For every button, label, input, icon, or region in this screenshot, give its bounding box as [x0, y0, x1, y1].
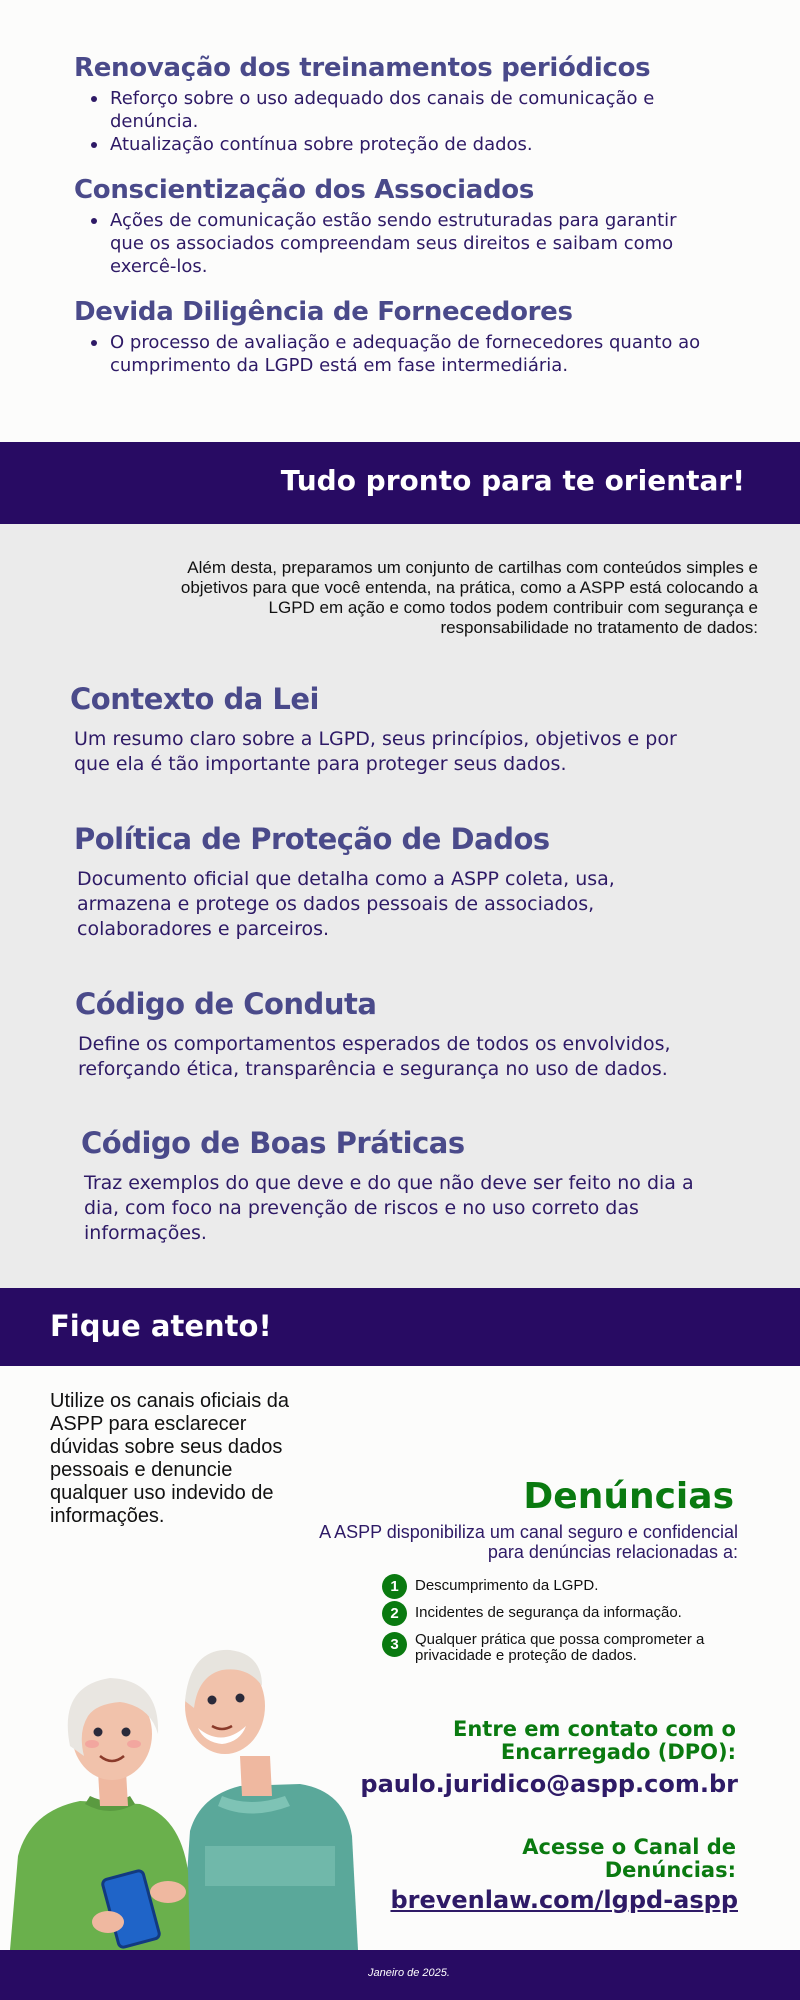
- denuncias-title: Denúncias: [523, 1476, 734, 1517]
- doc-text-policy: Documento oficial que detalha como a ASPP coleta, usa, armazena e protege os dados pessoais de associados, colaboradores e parceiros.: [77, 868, 615, 940]
- list-item-text: Descumprimento da LGPD.: [415, 1577, 599, 1594]
- elderly-couple-illustration: [0, 1646, 370, 1950]
- channel-url-link[interactable]: brevenlaw.com/lgpd-aspp: [390, 1886, 738, 1914]
- man-figure: [182, 1650, 358, 1950]
- channel-label: Acesse o Canal de Denúncias:: [522, 1835, 736, 1882]
- number-badge: 2: [382, 1601, 407, 1626]
- denuncias-subtitle: A ASPP disponibiliza um canal seguro e confidencial para denúncias relacionadas a:: [319, 1522, 738, 1562]
- attention-banner: [0, 1288, 800, 1366]
- doc-title-policy: Política de Proteção de Dados: [74, 822, 550, 856]
- list-item: [382, 1578, 742, 1594]
- number-badge: 1: [382, 1574, 407, 1599]
- section-title-suppliers: Devida Diligência de Fornecedores: [74, 297, 573, 327]
- doc-title-context: Contexto da Lei: [70, 682, 319, 716]
- list-item: [382, 1605, 742, 1621]
- banner-title: Fique atento!: [50, 1309, 272, 1343]
- denuncias-list: [382, 1578, 742, 1675]
- list-item: [382, 1632, 742, 1664]
- doc-text-conduct: Define os comportamentos esperados de todos os envolvidos, reforçando ética, transparência e segurança no uso de dados.: [78, 1033, 671, 1080]
- suppliers-list: [110, 331, 710, 377]
- list-item-text: Incidentes de segurança da informação.: [415, 1604, 682, 1621]
- footer-date: Janeiro de 2025.: [368, 1967, 450, 1979]
- footer: [0, 1950, 800, 2000]
- top-section: [0, 0, 800, 442]
- section-title-training: Renovação dos treinamentos periódicos: [74, 53, 651, 83]
- guides-section: [0, 524, 800, 1288]
- training-list: [110, 87, 710, 156]
- dpo-email-link[interactable]: paulo.juridico@aspp.com.br: [360, 1770, 738, 1798]
- section-title-awareness: Conscientização dos Associados: [74, 175, 535, 205]
- doc-title-good-practices: Código de Boas Práticas: [81, 1126, 465, 1160]
- doc-text-good-practices: Traz exemplos do que deve e do que não deve ser feito no dia a dia, com foco na prevenção de riscos e no uso correto das informações.: [84, 1172, 694, 1244]
- banner-title: Tudo pronto para te orientar!: [280, 464, 745, 497]
- awareness-list: [110, 209, 710, 278]
- woman-figure: [10, 1678, 190, 1950]
- list-item: O processo de avaliação e adequação de fornecedores quanto ao cumprimento da LGPD está em fase intermediária.: [110, 331, 710, 377]
- list-item: Atualização contínua sobre proteção de dados.: [110, 133, 710, 156]
- list-item: Reforço sobre o uso adequado dos canais de comunicação e denúncia.: [110, 87, 710, 133]
- contact-section: [0, 1366, 800, 1950]
- number-badge: 3: [382, 1632, 407, 1657]
- intro-text: Além desta, preparamos um conjunto de cartilhas com conteúdos simples e objetivos para que você entenda, na prática, como a ASPP está colocando a LGPD em ação e como todos podem contribuir com segurança e responsabilidade no tratamento de dados:: [180, 558, 758, 637]
- guide-banner: [0, 442, 800, 524]
- doc-text-context: Um resumo claro sobre a LGPD, seus princípios, objetivos e por que ela é tão importante para proteger seus dados.: [74, 728, 677, 775]
- list-item: Ações de comunicação estão sendo estruturadas para garantir que os associados compreendam seus direitos e saibam como exercê-los.: [110, 209, 710, 278]
- dpo-label: Entre em contato com o Encarregado (DPO):: [453, 1717, 736, 1764]
- attention-text: Utilize os canais oficiais da ASPP para esclarecer dúvidas sobre seus dados pessoais e denuncie qualquer uso indevido de informações.: [50, 1390, 289, 1527]
- list-item-text: Qualquer prática que possa comprometer a privacidade e proteção de dados.: [415, 1631, 705, 1664]
- doc-title-conduct: Código de Conduta: [75, 987, 377, 1021]
